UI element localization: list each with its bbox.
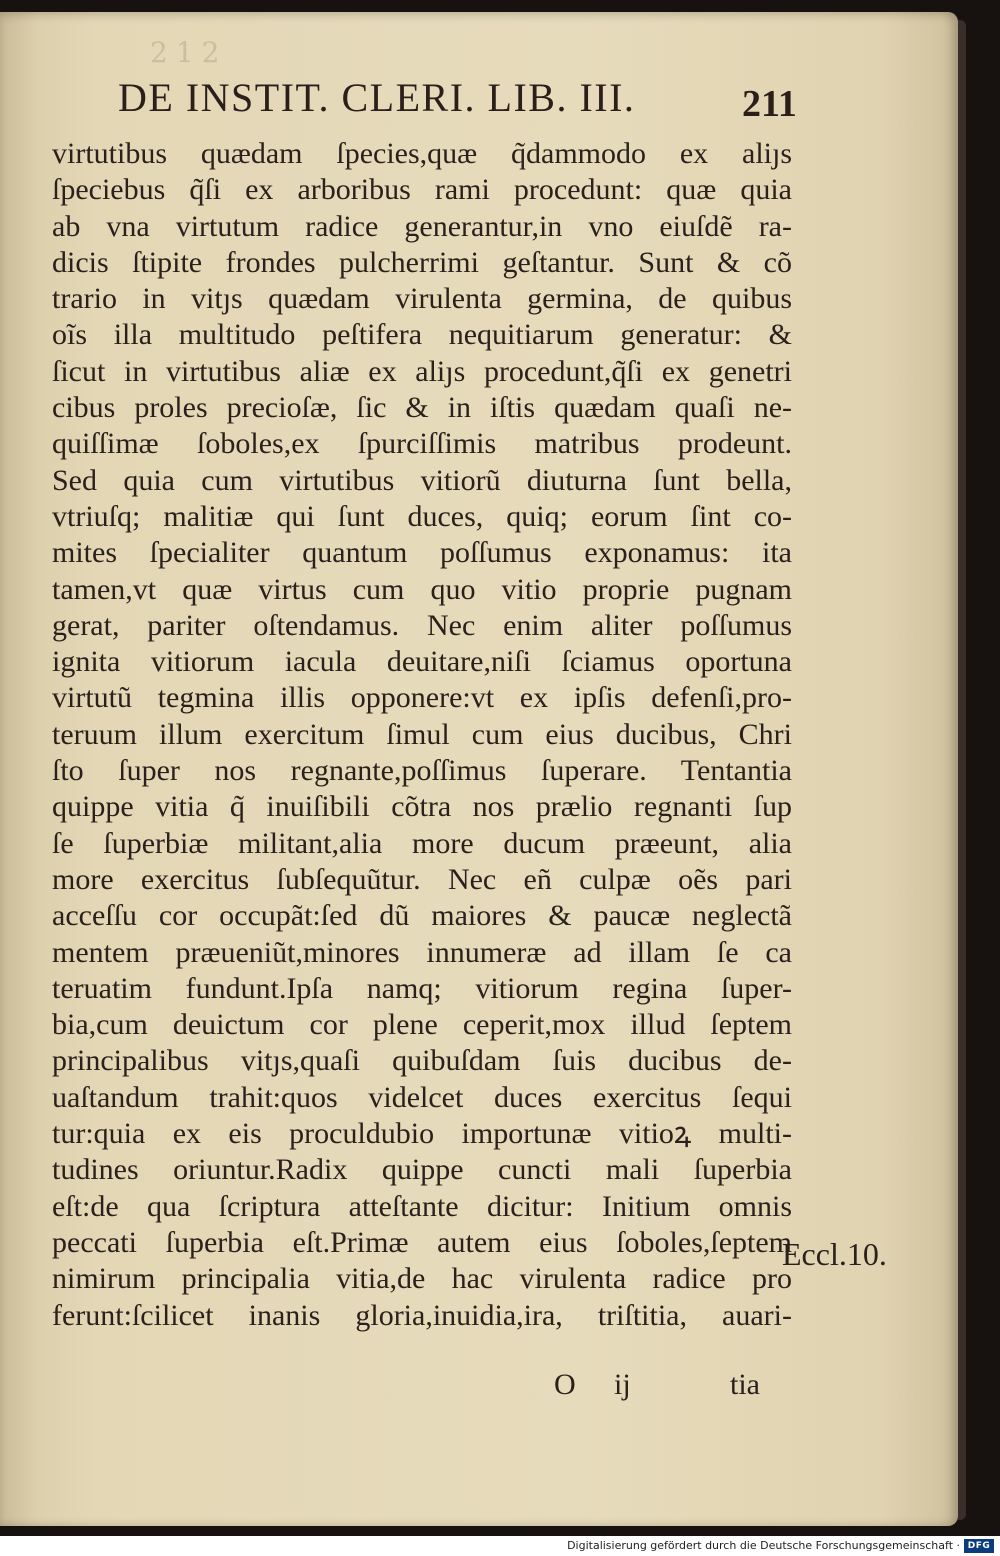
text-line: dicis ſtipite frondes pulcherrimi geſtantur. Sunt & cõ	[52, 245, 792, 279]
text-line: peccati ſuperbia eſt.Primæ autem eius ſoboles,ſeptem	[52, 1225, 792, 1259]
text-line: eſt:de qua ſcriptura atteſtante dicitur: Initium omnis	[52, 1189, 792, 1223]
text-line: quiſſimæ ſoboles,ex ſpurciſſimis matribus prodeunt.	[52, 427, 792, 461]
footer-credit: Digitalisierung gefördert durch die Deutsche Forschungsgemeinschaft ·	[567, 1539, 960, 1552]
page-edge	[958, 20, 966, 1520]
text-line: trario in vitȷs quædam virulenta germina, de quibus	[52, 282, 792, 316]
text-line: teruatim fundunt.Ipſa namq; vitiorum regina ſuper-	[52, 971, 792, 1005]
running-head: DE INSTIT. CLERI. LIB. III.	[118, 75, 636, 120]
text-line: uaſtandum trahit:quos videlcet duces exercitus ſequi	[52, 1080, 792, 1114]
text-line: mentem præueniũt,minores innumeræ ad illam ſe ca	[52, 935, 792, 969]
marginal-reference: Eccl.10.	[782, 1236, 887, 1272]
text-line: tudines oriuntur.Radix quippe cuncti mali ſuperbia	[52, 1153, 792, 1187]
text-line: gerat, pariter oſtendamus. Nec enim aliter poſſumus	[52, 608, 792, 642]
text-line: mites ſpecialiter quantum poſſumus exponamus: ita	[52, 536, 792, 570]
text-line: virtutũ tegmina illis opponere:vt ex ipſis defenſi,pro-	[52, 681, 792, 715]
text-line: bia,cum deuictum cor plene ceperit,mox illud ſeptem	[52, 1008, 792, 1042]
text-line: teruum illum exercitum ſimul cum eius ducibus, Chri	[52, 717, 792, 751]
text-line: Sed quia cum virtutibus vitiorũ diuturna ſunt bella,	[52, 463, 792, 497]
text-line: ſto ſuper nos regnante,poſſimus ſuperare. Tentantia	[52, 754, 792, 788]
text-line: tamen,vt quæ virtus cum quo vitio proprie pugnam	[52, 572, 792, 606]
text-line: ſicut in virtutibus aliæ ex aliȷs procedunt,q̃ſi ex genetri	[52, 354, 792, 388]
bleed-through-text: 212	[150, 36, 228, 69]
text-line: virtutibus quædam ſpecies,quæ q̃dammodo ex aliȷs	[52, 137, 792, 170]
signature-mark: O	[554, 1368, 576, 1401]
dfg-logo-icon: DFG	[964, 1539, 994, 1553]
text-line: principalibus vitȷs,quaſi quibuſdam ſuis ducibus de-	[52, 1044, 792, 1078]
text-line: oĩs illa multitudo peſtifera nequitiarum generatur: &	[52, 318, 792, 352]
text-line: more exercitus ſubſequũtur. Nec eñ culpæ oẽs pari	[52, 862, 792, 896]
text-line: ſpeciebus q̃ſi ex arboribus rami procedunt: quæ quia	[52, 173, 792, 207]
text-line: quippe vitia q̃ inuiſibili cõtra nos prælio regnanti ſup	[52, 790, 792, 824]
text-line: cibus proles precioſæ, ſic & in iſtis quædam quaſi ne-	[52, 391, 792, 425]
text-line: ab vna virtutum radice generantur,in vno eiuſdẽ ra-	[52, 209, 792, 243]
text-line: ignita vitiorum iacula deuitare,niſi ſciamus oportuna	[52, 645, 792, 679]
text-line: vtriuſq; malitiæ qui ſunt duces, quiq; eorum ſint co-	[52, 499, 792, 533]
text-line: ferunt:ſcilicet inanis gloria,inuidia,ira, triſtitia, auari-	[52, 1298, 792, 1332]
catchword: tia	[730, 1368, 760, 1401]
text-line: nimirum principalia vitia,de hac virulenta radice pro	[52, 1262, 792, 1296]
page-number: 211	[742, 83, 797, 125]
text-line: ſe ſuperbiæ militant,alia more ducum præeunt, alia	[52, 826, 792, 860]
signature-number: ij	[614, 1368, 631, 1401]
text-line: acceſſu cor occupãt:ſed dũ maiores & paucæ neglectã	[52, 899, 792, 933]
text-line: tur:quia ex eis proculdubio importunæ vitioꝝ multi-	[52, 1117, 792, 1151]
body-text	[52, 136, 792, 1334]
